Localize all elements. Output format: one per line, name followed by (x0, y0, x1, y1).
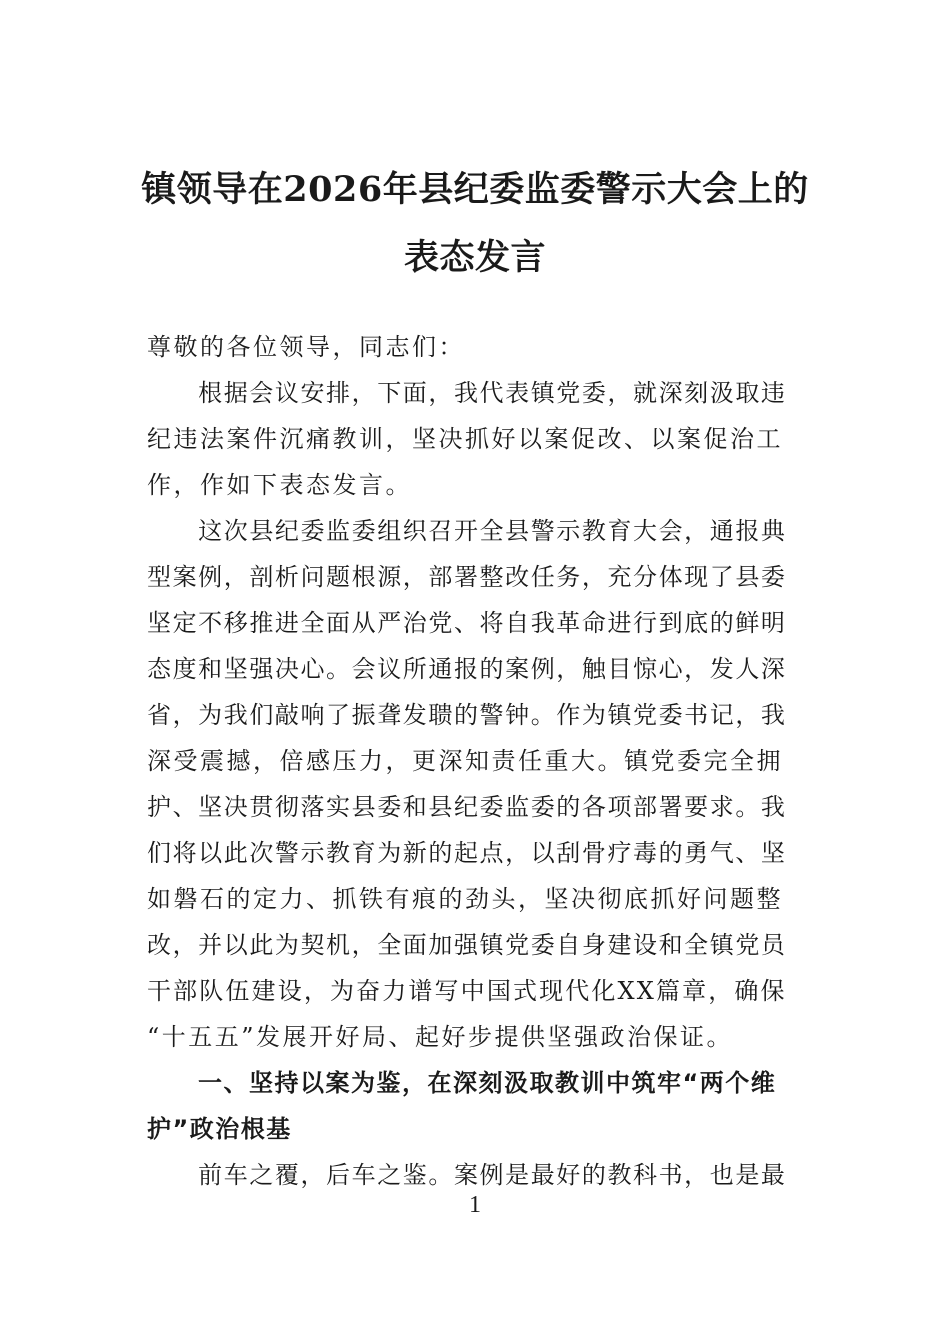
salutation: 尊敬的各位领导，同志们： (147, 333, 465, 361)
page-number: 1 (469, 1192, 481, 1218)
body-line: 如磐石的定力、抓铁有痕的劲头，坚决彻底抓好问题整 (147, 885, 783, 913)
body-line: 省，为我们敲响了振聋发聩的警钟。作为镇党委书记，我 (147, 701, 787, 729)
body-line: 纪违法案件沉痛教训，坚决抓好以案促改、以案促治工 (147, 425, 783, 453)
section-heading-line: 一、坚持以案为鉴，在深刻汲取教训中筑牢“两个维 (147, 1069, 777, 1097)
body-line: 这次县纪委监委组织召开全县警示教育大会，通报典 (147, 517, 787, 545)
document-title-line-2: 表态发言 (403, 237, 546, 278)
body-line: 干部队伍建设，为奋力谱写中国式现代化XX篇章，确保 (147, 977, 787, 1005)
body-line: 型案例，剖析问题根源，部署整改任务，充分体现了县委 (147, 563, 787, 591)
document-title-line-1: 镇领导在2026年县纪委监委警示大会上的 (141, 169, 809, 210)
body-line: 们将以此次警示教育为新的起点，以刮骨疗毒的勇气、坚 (147, 839, 787, 867)
body-line: 深受震撼，倍感压力，更深知责任重大。镇党委完全拥 (147, 747, 783, 775)
body-line: 改，并以此为契机，全面加强镇党委自身建设和全镇党员 (147, 931, 787, 959)
section-heading-line: 护”政治根基 (147, 1115, 292, 1143)
body-line: 坚定不移推进全面从严治党、将自我革命进行到底的鲜明 (147, 609, 787, 637)
body-line: 根据会议安排，下面，我代表镇党委，就深刻汲取违 (147, 379, 787, 407)
body-line: 作，作如下表态发言。 (147, 471, 412, 499)
body-line: 态度和坚强决心。会议所通报的案例，触目惊心，发人深 (147, 655, 787, 683)
body-line: 护、坚决贯彻落实县委和县纪委监委的各项部署要求。我 (147, 793, 787, 821)
body-line: “十五五”发展开好局、起好步提供坚强政治保证。 (147, 1023, 734, 1051)
body-line: 前车之覆，后车之鉴。案例是最好的教科书，也是最 (147, 1161, 787, 1189)
